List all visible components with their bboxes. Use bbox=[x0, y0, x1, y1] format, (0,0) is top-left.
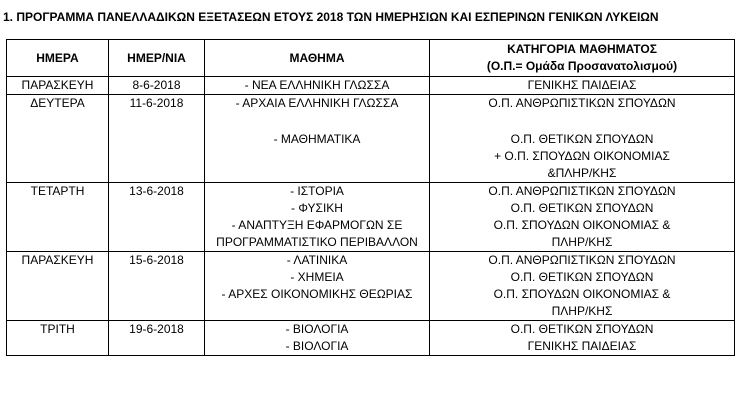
category-line: Ο.Π. ΣΠΟΥΔΩΝ ΟΙΚΟΝΟΜΙΑΣ & bbox=[493, 218, 671, 232]
category-cell bbox=[430, 252, 735, 321]
subject-cell bbox=[205, 77, 430, 95]
subject-line: - ΛΑΤΙΝΙΚΑ bbox=[286, 253, 348, 267]
subject-line: - ΑΡΧΕΣ ΟΙΚΟΝΟΜΙΚΗΣ ΘΕΩΡΙΑΣ bbox=[221, 287, 413, 301]
subject-line: - ΑΝΑΠΤΥΞΗ ΕΦΑΡΜΟΓΩΝ ΣΕ bbox=[231, 218, 403, 232]
category-line: ΓΕΝΙΚΗΣ ΠΑΙΔΕΙΑΣ bbox=[527, 78, 637, 92]
subject-cell bbox=[205, 183, 430, 252]
category-header-line-1: ΚΑΤΗΓΟΡΙΑ ΜΑΘΗΜΑΤΟΣ bbox=[507, 42, 657, 56]
day-cell: ΔΕΥΤΕΡΑ bbox=[7, 95, 109, 183]
date-cell: 8-6-2018 bbox=[109, 77, 205, 95]
day-cell: ΠΑΡΑΣΚΕΥΗ bbox=[7, 77, 109, 95]
category-line: ΠΛΗΡ/ΚΗΣ bbox=[551, 304, 613, 318]
column-header-date: ΗΜΕΡ/ΝΙΑ bbox=[109, 40, 205, 77]
category-line: Ο.Π. ΑΝΘΡΩΠΙΣΤΙΚΩΝ ΣΠΟΥΔΩΝ bbox=[488, 253, 676, 267]
exam-schedule-table bbox=[6, 39, 735, 356]
day-cell: ΤΡΙΤΗ bbox=[7, 321, 109, 356]
subject-line: - ΜΑΘΗΜΑΤΙΚΑ bbox=[273, 132, 361, 146]
subject-line: - ΧΗΜΕΙΑ bbox=[290, 270, 344, 284]
table-row bbox=[7, 183, 735, 252]
category-line: Ο.Π. ΘΕΤΙΚΩΝ ΣΠΟΥΔΩΝ bbox=[510, 132, 654, 146]
category-header-line-2: (Ο.Π.= Ομάδα Προσανατολισμού) bbox=[486, 59, 678, 73]
category-cell bbox=[430, 321, 735, 356]
document-title: 1. ΠΡΟΓΡΑΜΜΑ ΠΑΝΕΛΛΑΔΙΚΩΝ ΕΞΕΤΑΣΕΩΝ ΕΤΟΥΣ 2018 ΤΩΝ ΗΜΕΡΗΣΙΩΝ ΚΑΙ ΕΣΠΕΡΙΝΩΝ ΓΕΝΙΚΩΝ ΛΥΚΕΙΩΝ bbox=[3, 10, 659, 24]
subject-line: - ΦΥΣΙΚΗ bbox=[291, 201, 343, 215]
table-row bbox=[7, 321, 735, 356]
category-line: ΠΛΗΡ/ΚΗΣ bbox=[551, 235, 613, 249]
category-line: ΓΕΝΙΚΗΣ ΠΑΙΔΕΙΑΣ bbox=[527, 339, 637, 353]
subject-cell bbox=[205, 95, 430, 183]
category-line: Ο.Π. ΣΠΟΥΔΩΝ ΟΙΚΟΝΟΜΙΑΣ & bbox=[493, 287, 671, 301]
line-spacer bbox=[207, 112, 427, 131]
table-row bbox=[7, 95, 735, 183]
column-header-subject: ΜΑΘΗΜΑ bbox=[205, 40, 430, 77]
date-cell: 13-6-2018 bbox=[109, 183, 205, 252]
date-cell: 19-6-2018 bbox=[109, 321, 205, 356]
line-spacer bbox=[432, 112, 732, 131]
subject-line: - ΙΣΤΟΡΙΑ bbox=[290, 184, 344, 198]
category-line: Ο.Π. ΑΝΘΡΩΠΙΣΤΙΚΩΝ ΣΠΟΥΔΩΝ bbox=[488, 184, 676, 198]
subject-cell bbox=[205, 252, 430, 321]
category-cell bbox=[430, 183, 735, 252]
day-cell: ΤΕΤΑΡΤΗ bbox=[7, 183, 109, 252]
subject-line: - ΑΡΧΑΙΑ ΕΛΛΗΝΙΚΗ ΓΛΩΣΣΑ bbox=[235, 96, 399, 110]
column-header-category bbox=[430, 40, 735, 77]
category-line: Ο.Π. ΑΝΘΡΩΠΙΣΤΙΚΩΝ ΣΠΟΥΔΩΝ bbox=[488, 96, 676, 110]
day-cell: ΠΑΡΑΣΚΕΥΗ bbox=[7, 252, 109, 321]
category-line: Ο.Π. ΘΕΤΙΚΩΝ ΣΠΟΥΔΩΝ bbox=[510, 270, 654, 284]
table-row bbox=[7, 77, 735, 95]
date-cell: 15-6-2018 bbox=[109, 252, 205, 321]
subject-line: ΠΡΟΓΡΑΜΜΑΤΙΣΤΙΚΟ ΠΕΡΙΒΑΛΛΟΝ bbox=[216, 235, 418, 249]
subject-line: - ΒΙΟΛΟΓΙΑ bbox=[285, 322, 349, 336]
category-line: &ΠΛΗΡ/ΚΗΣ bbox=[547, 166, 617, 180]
category-cell bbox=[430, 77, 735, 95]
subject-line: - ΒΙΟΛΟΓΙΑ bbox=[285, 339, 349, 353]
category-line: Ο.Π. ΘΕΤΙΚΩΝ ΣΠΟΥΔΩΝ bbox=[510, 201, 654, 215]
category-line: + Ο.Π. ΣΠΟΥΔΩΝ ΟΙΚΟΝΟΜΙΑΣ bbox=[494, 149, 670, 163]
table-header-row bbox=[7, 40, 735, 77]
date-cell: 11-6-2018 bbox=[109, 95, 205, 183]
column-header-day: ΗΜΕΡΑ bbox=[7, 40, 109, 77]
subject-cell bbox=[205, 321, 430, 356]
table-row bbox=[7, 252, 735, 321]
subject-line: - ΝΕΑ ΕΛΛΗΝΙΚΗ ΓΛΩΣΣΑ bbox=[244, 78, 390, 92]
category-line: Ο.Π. ΘΕΤΙΚΩΝ ΣΠΟΥΔΩΝ bbox=[510, 322, 654, 336]
category-cell bbox=[430, 95, 735, 183]
